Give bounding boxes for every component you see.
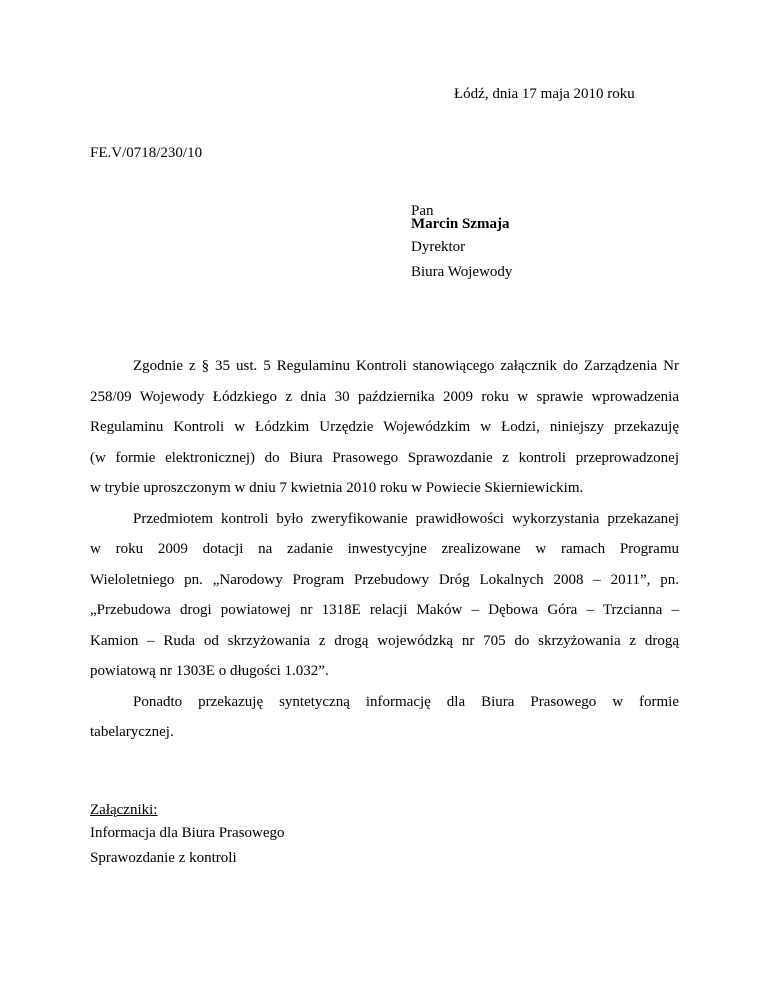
- body-line: w roku 2009 dotacji na zadanie inwestycyjne zrealizowane w ramach Programu: [90, 541, 679, 557]
- body-line: Kamion – Ruda od skrzyżowania z drogą wojewódzką nr 705 do skrzyżowania z drogą: [90, 632, 679, 649]
- body-line: w trybie uproszczonym w dniu 7 kwietnia 2010 roku w Powiecie Skierniewickim.: [90, 480, 584, 496]
- attachments-heading: Załączniki:: [90, 802, 158, 818]
- reference-number: FE.V/0718/230/10: [90, 145, 203, 161]
- body-line: (w formie elektronicznej) do Biura Prasowego Sprawozdanie z kontroli przeprowadzonej: [90, 449, 679, 466]
- body-line: 258/09 Wojewody Łódzkiego z dnia 30 października 2009 roku w sprawie wprowadzenia: [90, 388, 679, 405]
- body-line: powiatową nr 1303E o długości 1.032”.: [90, 663, 329, 679]
- body-line: Zgodnie z § 35 ust. 5 Regulaminu Kontroli stanowiącego załącznik do Zarządzenia Nr: [133, 358, 679, 374]
- place-date: Łódź, dnia 17 maja 2010 roku: [454, 86, 635, 102]
- body-line: Przedmiotem kontroli było zweryfikowanie prawidłowości wykorzystania przekazanej: [133, 510, 679, 527]
- attachment-item: Sprawozdanie z kontroli: [90, 850, 237, 866]
- attachment-item: Informacja dla Biura Prasowego: [90, 825, 285, 841]
- body-line: Ponadto przekazuję syntetyczną informację dla Biura Prasowego w formie: [133, 693, 679, 710]
- body-line: Wieloletniego pn. „Narodowy Program Przebudowy Dróg Lokalnych 2008 – 2011”, pn.: [90, 571, 679, 588]
- recipient-position: Dyrektor: [411, 239, 466, 255]
- recipient-salutation: Pan: [411, 203, 434, 219]
- body-line: „Przebudowa drogi powiatowej nr 1318E relacji Maków – Dębowa Góra – Trzcianna –: [90, 602, 679, 618]
- letter-body: [90, 357, 679, 754]
- recipient-office: Biura Wojewody: [411, 264, 513, 280]
- body-line: tabelarycznej.: [90, 724, 174, 740]
- body-line: Regulaminu Kontroli w Łódzkim Urzędzie Wojewódzkim w Łodzi, niniejszy przekazuję: [90, 419, 679, 435]
- recipient-name: Marcin Szmaja: [411, 216, 510, 232]
